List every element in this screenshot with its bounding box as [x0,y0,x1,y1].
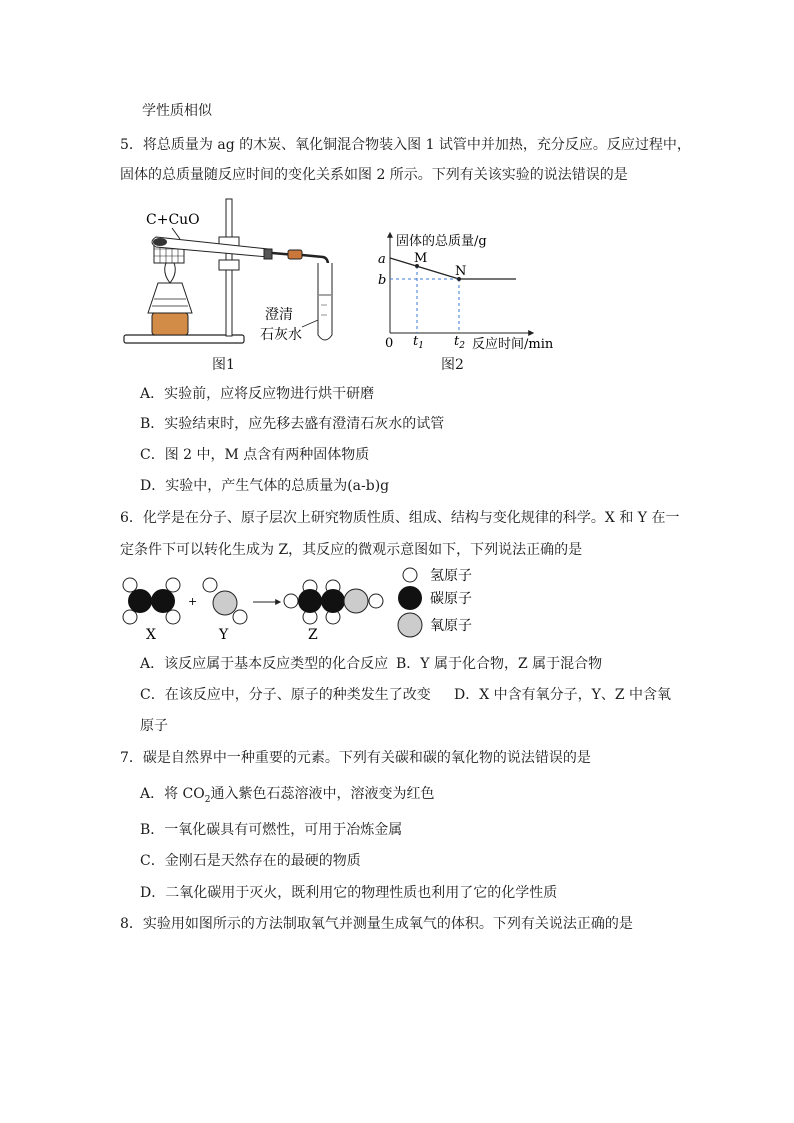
reagent-mixture [153,238,167,246]
alcohol-lamp [148,283,192,313]
q7-option-b: B．一氧化碳具有可燃性，可用于冶炼金属 [140,822,403,838]
origin-label: 0 [385,336,394,351]
q7-stem: 7．碳是自然界中一种重要的元素。下列有关碳和碳的氧化物的说法错误的是 [120,750,591,766]
rubber-joint [288,250,302,259]
limewater-label-line1: 澄清 [265,307,293,323]
q6-option-b: B．Y 属于化合物，Z 属于混合物 [396,656,603,672]
legend-o-swatch [398,613,422,637]
label-x: X [146,627,156,643]
legend-h-swatch [403,568,417,582]
point-n-label: N [455,264,467,279]
q7-option-d: D．二氧化碳用于灭火，既利用它的物理性质也利用了它的化学性质 [140,885,558,901]
q6-stem-line2: 定条件下可以转化生成为 Z，其反应的微观示意图如下，下列说法正确的是 [120,542,583,558]
legend-c-swatch [398,586,422,610]
molecule-x [123,578,180,624]
q6-stem-line1: 6．化学是在分子、原子层次上研究物质性质、组成、结构与变化规律的科学。X 和 Y 在一 [120,510,680,526]
legend-h-label: 氢原子 [430,568,472,584]
q5-stem-line2: 固体的总质量随反应时间的变化关系如图 2 所示。下列有关该实验的说法错误的是 [120,167,628,183]
q5-option-c: C．图 2 中，M 点含有两种固体物质 [140,447,370,463]
q4-tail-text: 学性质相似 [142,103,212,119]
figure-1-caption: 图1 [212,357,235,373]
point-m-label: M [414,251,428,266]
clamp-lower [219,260,239,270]
reaction-diagram [118,565,488,645]
tick-t2: $t_2$ [454,334,465,351]
q5-option-d: D．实验中，产生气体的总质量为(a-b)g [140,478,390,494]
q6-option-d-line2: 原子 [140,718,168,734]
q5-option-b: B．实验结束时，应先移去盛有澄清石灰水的试管 [140,416,445,432]
limewater-label-line2: 石灰水 [260,327,302,343]
tick-b: b [378,273,387,288]
reagent-pointer [172,228,180,239]
figure-2-caption: 图2 [441,357,464,373]
x-axis-label: 反应时间/min [472,337,554,352]
q6-option-d-line1: D．X 中含有氧分子，Y、Z 中含氧 [454,687,672,703]
plus-sign: + [188,595,198,608]
limewater-test-tube [318,263,332,340]
molecule-z [284,580,383,624]
q6-option-a: A．该反应属于基本反应类型的化合反应 [140,656,389,672]
q8-stem: 8．实验用如图所示的方法制取氧气并测量生成氧气的体积。下列有关说法正确的是 [120,916,633,932]
q5-stem-line1: 5．将总质量为 ag 的木炭、氧化铜混合物装入图 1 试管中并加热，充分反应。反应过程中， [120,137,691,153]
y-axis-label: 固体的总质量/g [396,234,487,249]
legend-c-label: 碳原子 [430,591,472,607]
stopper [264,249,272,259]
reagent-label: C+CuO [146,212,200,228]
label-y: Y [219,627,229,643]
q6-option-c: C．在该反应中，分子、原子的种类发生了改变 [140,687,431,703]
legend-o-label: 氧原子 [430,618,472,634]
figure-2-chart [370,225,580,355]
molecule-y [203,578,247,624]
q7-option-a: A．将 $CO_2$通入紫色石蕊溶液中，溶液变为红色 [140,786,435,805]
figure-1-apparatus [118,195,348,350]
tick-t1: $t_1$ [413,334,424,351]
label-z: Z [308,627,318,643]
tick-a: a [378,252,386,267]
burner-block [152,313,188,335]
q7-option-c: C．金刚石是天然存在的最硬的物质 [140,853,361,869]
q5-option-a: A．实验前，应将反应物进行烘干研磨 [140,386,375,402]
